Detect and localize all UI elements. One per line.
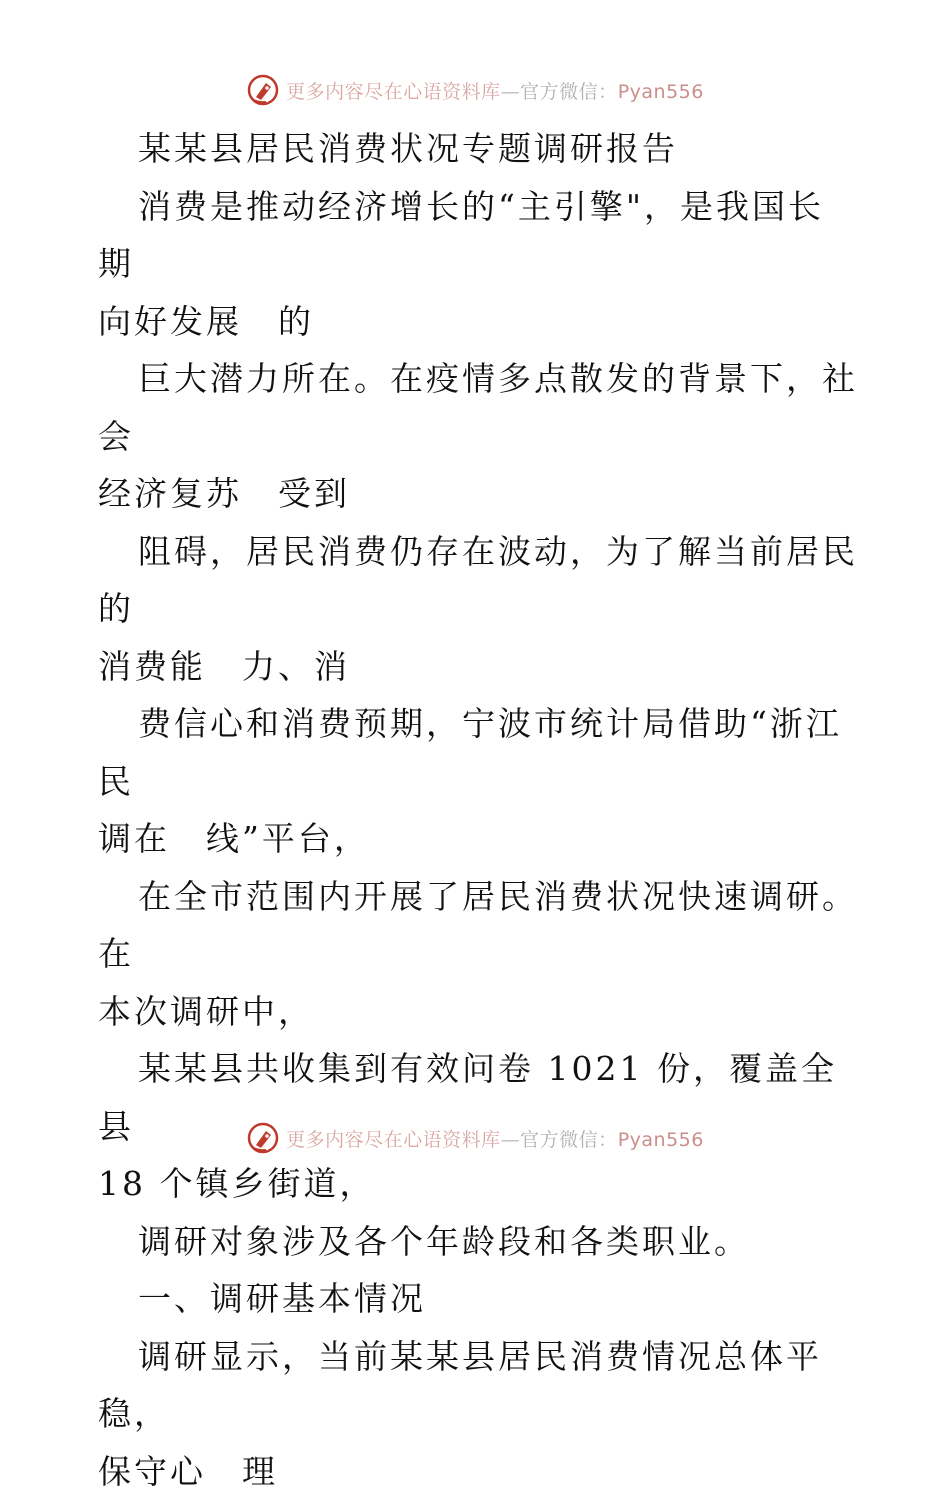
footer-banner bbox=[0, 1118, 950, 1158]
pen-nib-seal-icon bbox=[246, 1121, 280, 1155]
pen-nib-seal-icon bbox=[246, 73, 280, 107]
paragraph-line: 阻碍，居民消费仍存在波动，为了解当前居民的 bbox=[98, 523, 858, 638]
banner-text: 更多内容尽在心语资料库—官方微信：Pyan556 bbox=[286, 1125, 704, 1152]
section-heading: 一、调研基本情况 bbox=[98, 1270, 858, 1328]
paragraph-line: 巨大潜力所在。在疫情多点散发的背景下，社会 bbox=[98, 350, 858, 465]
paragraph-line: 在全市范围内开展了居民消费状况快速调研。在 bbox=[98, 868, 858, 983]
document-body bbox=[98, 120, 858, 1500]
paragraph-line: 消费能 力、消 bbox=[98, 638, 858, 696]
paragraph-line: 调研显示，当前某某县居民消费情况总体平稳， bbox=[98, 1328, 858, 1443]
paragraph-line: 调研对象涉及各个年龄段和各类职业。 bbox=[98, 1213, 858, 1271]
paragraph-line: 某某县共收集到有效问卷 1021 份，覆盖全县 bbox=[98, 1040, 858, 1155]
paragraph-line: 费信心和消费预期，宁波市统计局借助“浙江民 bbox=[98, 695, 858, 810]
paragraph-line: 18 个镇乡街道， bbox=[98, 1155, 858, 1213]
header-banner bbox=[0, 70, 950, 110]
paragraph-line: 向好发展 的 bbox=[98, 293, 858, 351]
paragraph-line: 本次调研中， bbox=[98, 983, 858, 1041]
paragraph-line: 调在 线”平台， bbox=[98, 810, 858, 868]
document-title: 某某县居民消费状况专题调研报告 bbox=[98, 120, 858, 178]
paragraph-line: 消费是推动经济增长的“主引擎"，是我国长期 bbox=[98, 178, 858, 293]
paragraph-line: 经济复苏 受到 bbox=[98, 465, 858, 523]
banner-text: 更多内容尽在心语资料库—官方微信：Pyan556 bbox=[286, 77, 704, 104]
paragraph-line: 保守心 理 bbox=[98, 1443, 858, 1500]
